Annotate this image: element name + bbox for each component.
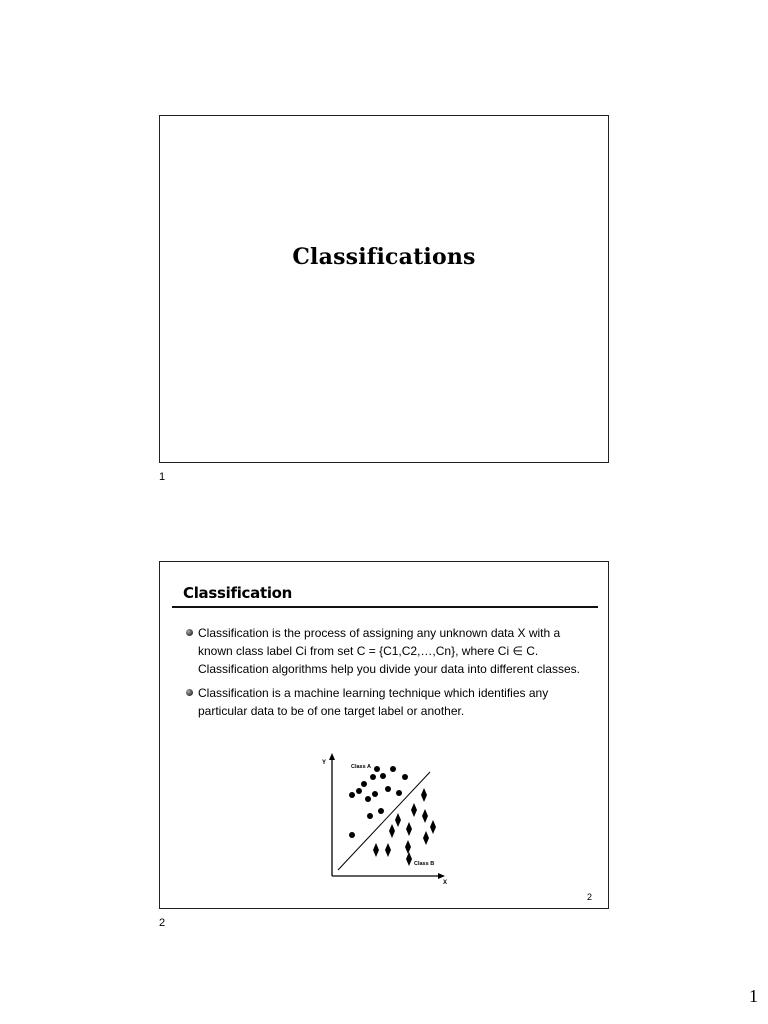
class-b-point	[423, 831, 429, 845]
class-a-point	[356, 788, 362, 794]
heading-rule	[172, 606, 598, 608]
class-a-point	[396, 790, 402, 796]
y-axis-arrow-icon	[329, 753, 335, 760]
class-b-label: Class B	[414, 861, 435, 867]
classification-diagram	[318, 752, 453, 887]
class-a-point	[370, 774, 376, 780]
bullet-item	[186, 684, 586, 720]
slide-2-heading: Classification	[183, 584, 293, 602]
slide-1-title: Classifications	[292, 244, 476, 270]
class-b-point	[422, 809, 428, 823]
class-a-point	[378, 808, 384, 814]
class-a-label: Class A	[351, 764, 371, 770]
class-b-point	[430, 820, 436, 834]
class-b-point	[411, 803, 417, 817]
class-b-point	[405, 840, 411, 854]
class-b-point	[421, 788, 427, 802]
slide-1	[159, 115, 609, 463]
page-number: 1	[749, 986, 758, 1006]
bullet-icon	[186, 689, 193, 696]
class-b-point	[385, 843, 391, 857]
bullet-item	[186, 624, 586, 678]
class-a-point	[402, 774, 408, 780]
class-a-point	[361, 781, 367, 787]
class-b-point	[395, 813, 401, 827]
slide-2-number-label: 2	[159, 917, 166, 929]
class-a-point	[367, 813, 373, 819]
slide-1-number-label: 1	[159, 471, 166, 483]
class-a-point	[390, 766, 396, 772]
x-axis-label: X	[443, 880, 448, 886]
class-b-point	[373, 843, 379, 857]
bullet-text: Classification is the process of assigning any unknown data X with a known class label Ci from set C = {C1,C2,…,Cn}, where Ci ∈ C. Classification algorithms help you divide your data into different classes.	[198, 626, 580, 676]
class-b-point	[406, 822, 412, 836]
class-a-point	[349, 832, 355, 838]
bullet-list	[186, 624, 586, 726]
class-b-point	[406, 852, 412, 866]
x-axis-arrow-icon	[438, 873, 445, 879]
class-a-point	[372, 791, 378, 797]
y-axis-label: Y	[322, 760, 327, 766]
class-a-point	[374, 766, 380, 772]
class-a-point	[365, 796, 371, 802]
slide-2	[159, 561, 609, 909]
class-b-point	[389, 824, 395, 838]
class-a-point	[349, 792, 355, 798]
class-a-point	[380, 773, 386, 779]
bullet-icon	[186, 629, 193, 636]
slide-2-inner-number: 2	[586, 892, 592, 902]
class-a-point	[385, 786, 391, 792]
bullet-text: Classification is a machine learning technique which identifies any particular data to be of one target label or another.	[198, 686, 549, 718]
decision-boundary	[338, 772, 430, 870]
